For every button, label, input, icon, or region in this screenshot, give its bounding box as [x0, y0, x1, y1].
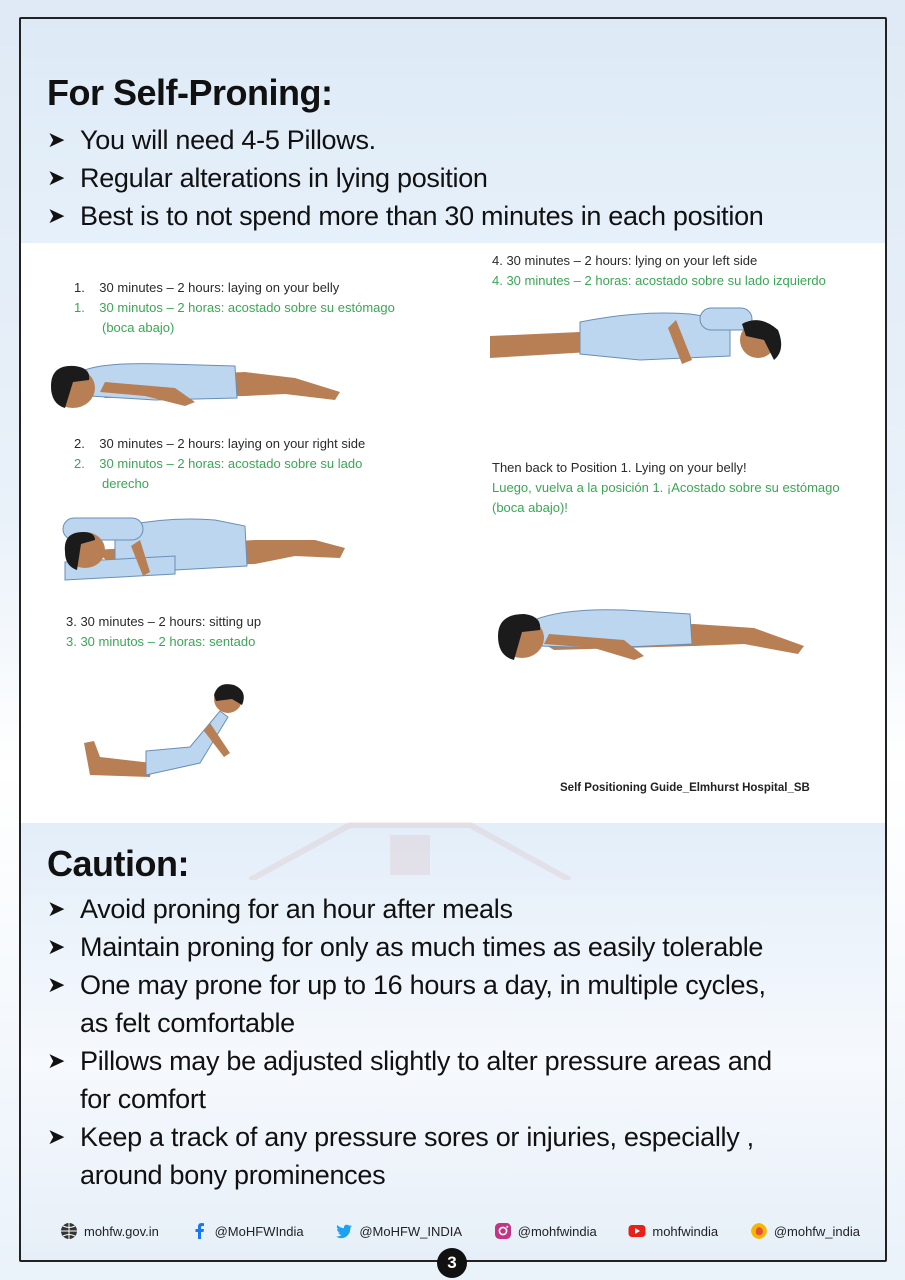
caution-list [47, 890, 847, 1194]
arrow-bullet-icon: ➤ [47, 1048, 66, 1073]
koo-icon [750, 1222, 768, 1240]
koo-link[interactable]: @mohfw_india [750, 1222, 860, 1240]
step-2-text: 2. 30 minutes – 2 hours: laying on your right side 2. 30 minutos – 2 horas: acostado sobre su lado derecho [74, 436, 366, 491]
youtube-icon [628, 1222, 646, 1240]
list-item: ➤ Pillows may be adjusted slightly to alter pressure areas and for comfort [47, 1042, 847, 1118]
twitter-icon [335, 1222, 353, 1240]
instagram-icon [494, 1222, 512, 1240]
arrow-bullet-icon: ➤ [47, 1124, 66, 1149]
figure-back-to-belly [494, 600, 809, 666]
list-item: ➤ Maintain proning for only as much times as easily tolerable [47, 928, 847, 966]
list-item: ➤ Keep a track of any pressure sores or injuries, especially , around bony prominences [47, 1118, 847, 1194]
figure-lying-right-side [55, 510, 345, 582]
list-item: ➤ Avoid proning for an hour after meals [47, 890, 847, 928]
step-3-text: 3. 30 minutes – 2 hours: sitting up 3. 30 minutos – 2 horas: sentado [66, 614, 262, 649]
facebook-icon [191, 1222, 209, 1240]
page-number: 3 [437, 1248, 467, 1278]
arrow-bullet-icon: ➤ [47, 896, 66, 921]
facebook-link[interactable]: @MoHFWIndia [191, 1222, 304, 1240]
arrow-bullet-icon: ➤ [47, 165, 66, 190]
arrow-bullet-icon: ➤ [47, 972, 66, 997]
arrow-bullet-icon: ➤ [47, 934, 66, 959]
list-item: ➤ Best is to not spend more than 30 minutes in each position [47, 197, 764, 235]
twitter-link[interactable]: @MoHFW_INDIA [335, 1222, 462, 1240]
figure-lying-left-side [490, 300, 790, 372]
youtube-link[interactable]: mohfwindia [628, 1222, 718, 1240]
footer-social-bar [60, 1219, 860, 1243]
figure-sitting-up [80, 683, 250, 783]
figure-lying-on-belly [45, 350, 345, 412]
step-1-text: 1. 30 minutes – 2 hours: laying on your belly 1. 30 minutos – 2 horas: acostado sobre su estómago (boca abajo) [74, 280, 395, 335]
caution-title: Caution: [47, 843, 189, 884]
list-item: ➤ One may prone for up to 16 hours a day, in multiple cycles, as felt comfortable [47, 966, 847, 1042]
arrow-bullet-icon: ➤ [47, 203, 66, 228]
list-item: ➤ Regular alterations in lying position [47, 159, 764, 197]
guide-credit: Self Positioning Guide_Elmhurst Hospital_SB [560, 782, 810, 794]
list-item: ➤ You will need 4-5 Pillows. [47, 121, 764, 159]
step-4-text: 4. 30 minutes – 2 hours: lying on your left side 4. 30 minutes – 2 horas: acostado sobre su lado izquierdo [492, 253, 826, 288]
self-proning-title: For Self-Proning: [47, 72, 333, 113]
globe-icon [60, 1222, 78, 1240]
website-link[interactable]: mohfw.gov.in [60, 1222, 159, 1240]
instagram-link[interactable]: @mohfwindia [494, 1222, 597, 1240]
self-proning-list [47, 121, 764, 235]
arrow-bullet-icon: ➤ [47, 127, 66, 152]
back-to-position-text: Then back to Position 1. Lying on your belly! Luego, vuelva a la posición 1. ¡Acostado sobre su estómago (boca abajo)! [492, 460, 840, 515]
